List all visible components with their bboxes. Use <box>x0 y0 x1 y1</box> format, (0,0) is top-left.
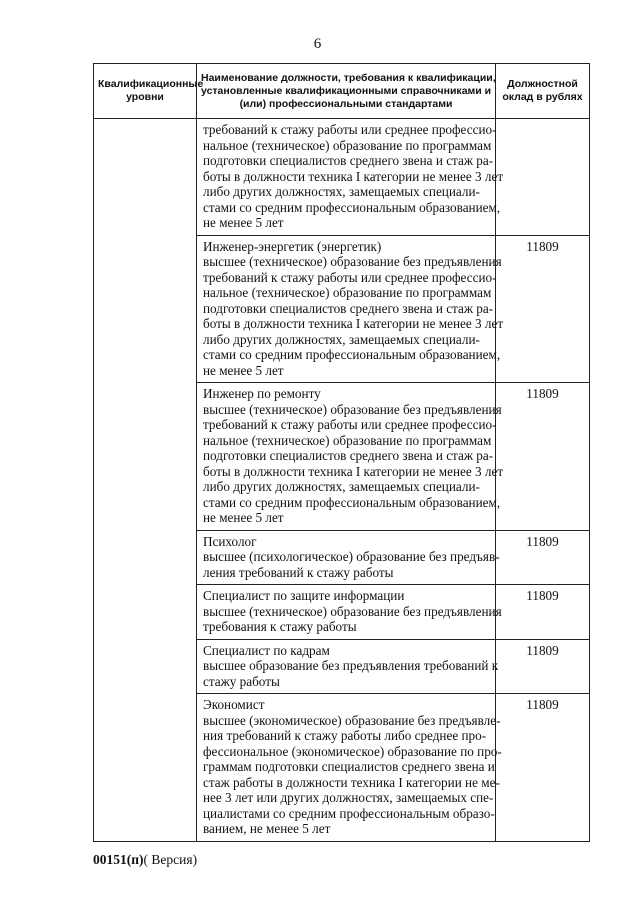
header-line: (или) профессиональными стандартами <box>239 97 453 110</box>
position-cell <box>197 530 500 585</box>
page-number: 6 <box>313 36 322 52</box>
position-cell <box>197 235 504 383</box>
position-title: Психолог <box>203 533 257 549</box>
requirement-line: либо других должностях, замещаемых специали- <box>203 479 480 494</box>
requirement-line: ванием, не менее 5 лет <box>203 821 331 836</box>
requirement-line: боты в должности техника I категории не менее 3 лет <box>203 316 504 331</box>
header-line: уровни <box>126 91 164 103</box>
requirement-line: высшее (техническое) образование без предъявления <box>203 254 502 269</box>
requirement-line: нальное (техническое) образование по программам <box>203 137 492 153</box>
salary-cell: 11809 <box>496 694 590 842</box>
header-salary <box>496 64 590 119</box>
requirement-line: либо других должностях, замещаемых специали- <box>203 184 480 199</box>
position-title: Специалист по защите информации <box>203 588 405 603</box>
requirement-line: боты в должности техника I категории не менее 3 лет <box>203 168 504 184</box>
position-cell <box>197 383 504 531</box>
requirement-line: стаж работы в должности техника I категории не ме- <box>203 774 500 790</box>
position-title: Экономист <box>203 697 265 712</box>
salary-cell: 11809 <box>496 530 590 585</box>
requirement-line: не менее 5 лет <box>203 510 284 525</box>
requirement-line: фессиональное (экономическое) образование по про- <box>203 743 502 759</box>
requirement-line: не менее 5 лет <box>203 362 284 378</box>
requirement-line: ления требований к стажу работы <box>203 564 394 580</box>
requirement-line: требований к стажу работы или среднее профессио- <box>203 417 497 432</box>
requirement-line: стажу работы <box>203 673 280 689</box>
requirement-line: высшее (психологическое) образование без предъяв- <box>203 549 500 564</box>
requirement-line: либо других должностях, замещаемых специали- <box>203 331 480 347</box>
header-line: оклад в рублях <box>502 91 583 103</box>
requirement-line: требований к стажу работы или среднее профессио- <box>203 122 497 137</box>
header-qualification-levels <box>94 64 204 119</box>
salary-cell: 11809 <box>496 585 590 640</box>
document-code: 00151(п) <box>93 852 144 867</box>
salary-cell <box>496 119 590 236</box>
requirement-line: циалистами со средним профессиональным образо- <box>203 805 495 821</box>
salary-cell: 11809 <box>496 639 590 694</box>
header-line: Наименование должности, требования к квалификации, <box>201 71 496 84</box>
requirement-line: нее 3 лет или других должностях, замещаемых спе- <box>203 790 494 805</box>
salary-cell: 11809 <box>496 383 590 531</box>
requirement-line: высшее (техническое) образование без предъявления <box>203 401 502 417</box>
requirement-line: стами со средним профессиональным образованием, <box>203 199 501 215</box>
salary-cell: 11809 <box>496 235 590 383</box>
requirement-line: не менее 5 лет <box>203 215 284 230</box>
requirement-line: подготовки специалистов среднего звена и стаж ра- <box>203 448 494 463</box>
requirement-line: стами со средним профессиональным образованием, <box>203 347 501 362</box>
table-row <box>94 119 590 236</box>
position-cell <box>197 585 502 640</box>
header-line: Должностной <box>507 78 578 90</box>
requirement-line: граммам подготовки специалистов среднего звена и <box>203 759 495 774</box>
position-title: Инженер по ремонту <box>203 386 321 401</box>
requirement-line: требований к стажу работы или среднее профессио- <box>203 269 497 285</box>
header-line: установленные квалификационными справочниками и <box>201 84 492 97</box>
requirement-line: нальное (техническое) образование по программам <box>203 432 492 448</box>
position-title: Специалист по кадрам <box>203 642 330 658</box>
requirement-line: требования к стажу работы <box>203 619 357 634</box>
position-title: Инженер-энергетик (энергетик) <box>203 238 382 254</box>
qualification-level-cell <box>94 119 197 842</box>
requirement-line: стами со средним профессиональным образованием, <box>203 494 501 510</box>
table-header-row <box>94 64 590 119</box>
document-version: ( Версия) <box>143 852 198 867</box>
requirement-line: высшее (экономическое) образование без предъявле- <box>203 712 501 728</box>
qualification-table <box>93 63 590 842</box>
requirement-line: подготовки специалистов среднего звена и стаж ра- <box>203 300 494 316</box>
requirement-line: нальное (техническое) образование по программам <box>203 285 492 300</box>
requirement-line: боты в должности техника I категории не менее 3 лет <box>203 463 504 479</box>
requirement-line: высшее (техническое) образование без предъявления <box>203 603 502 619</box>
requirement-line: ния требований к стажу работы либо среднее про- <box>203 728 487 743</box>
position-cell <box>197 119 504 236</box>
requirement-line: высшее образование без предъявления требований к <box>203 658 499 673</box>
position-cell <box>197 639 499 694</box>
position-cell <box>197 694 502 842</box>
requirement-line: подготовки специалистов среднего звена и стаж ра- <box>203 153 494 168</box>
header-position-requirements <box>197 64 496 119</box>
document-footer <box>93 852 197 868</box>
header-line: Квалификационные <box>98 78 204 90</box>
